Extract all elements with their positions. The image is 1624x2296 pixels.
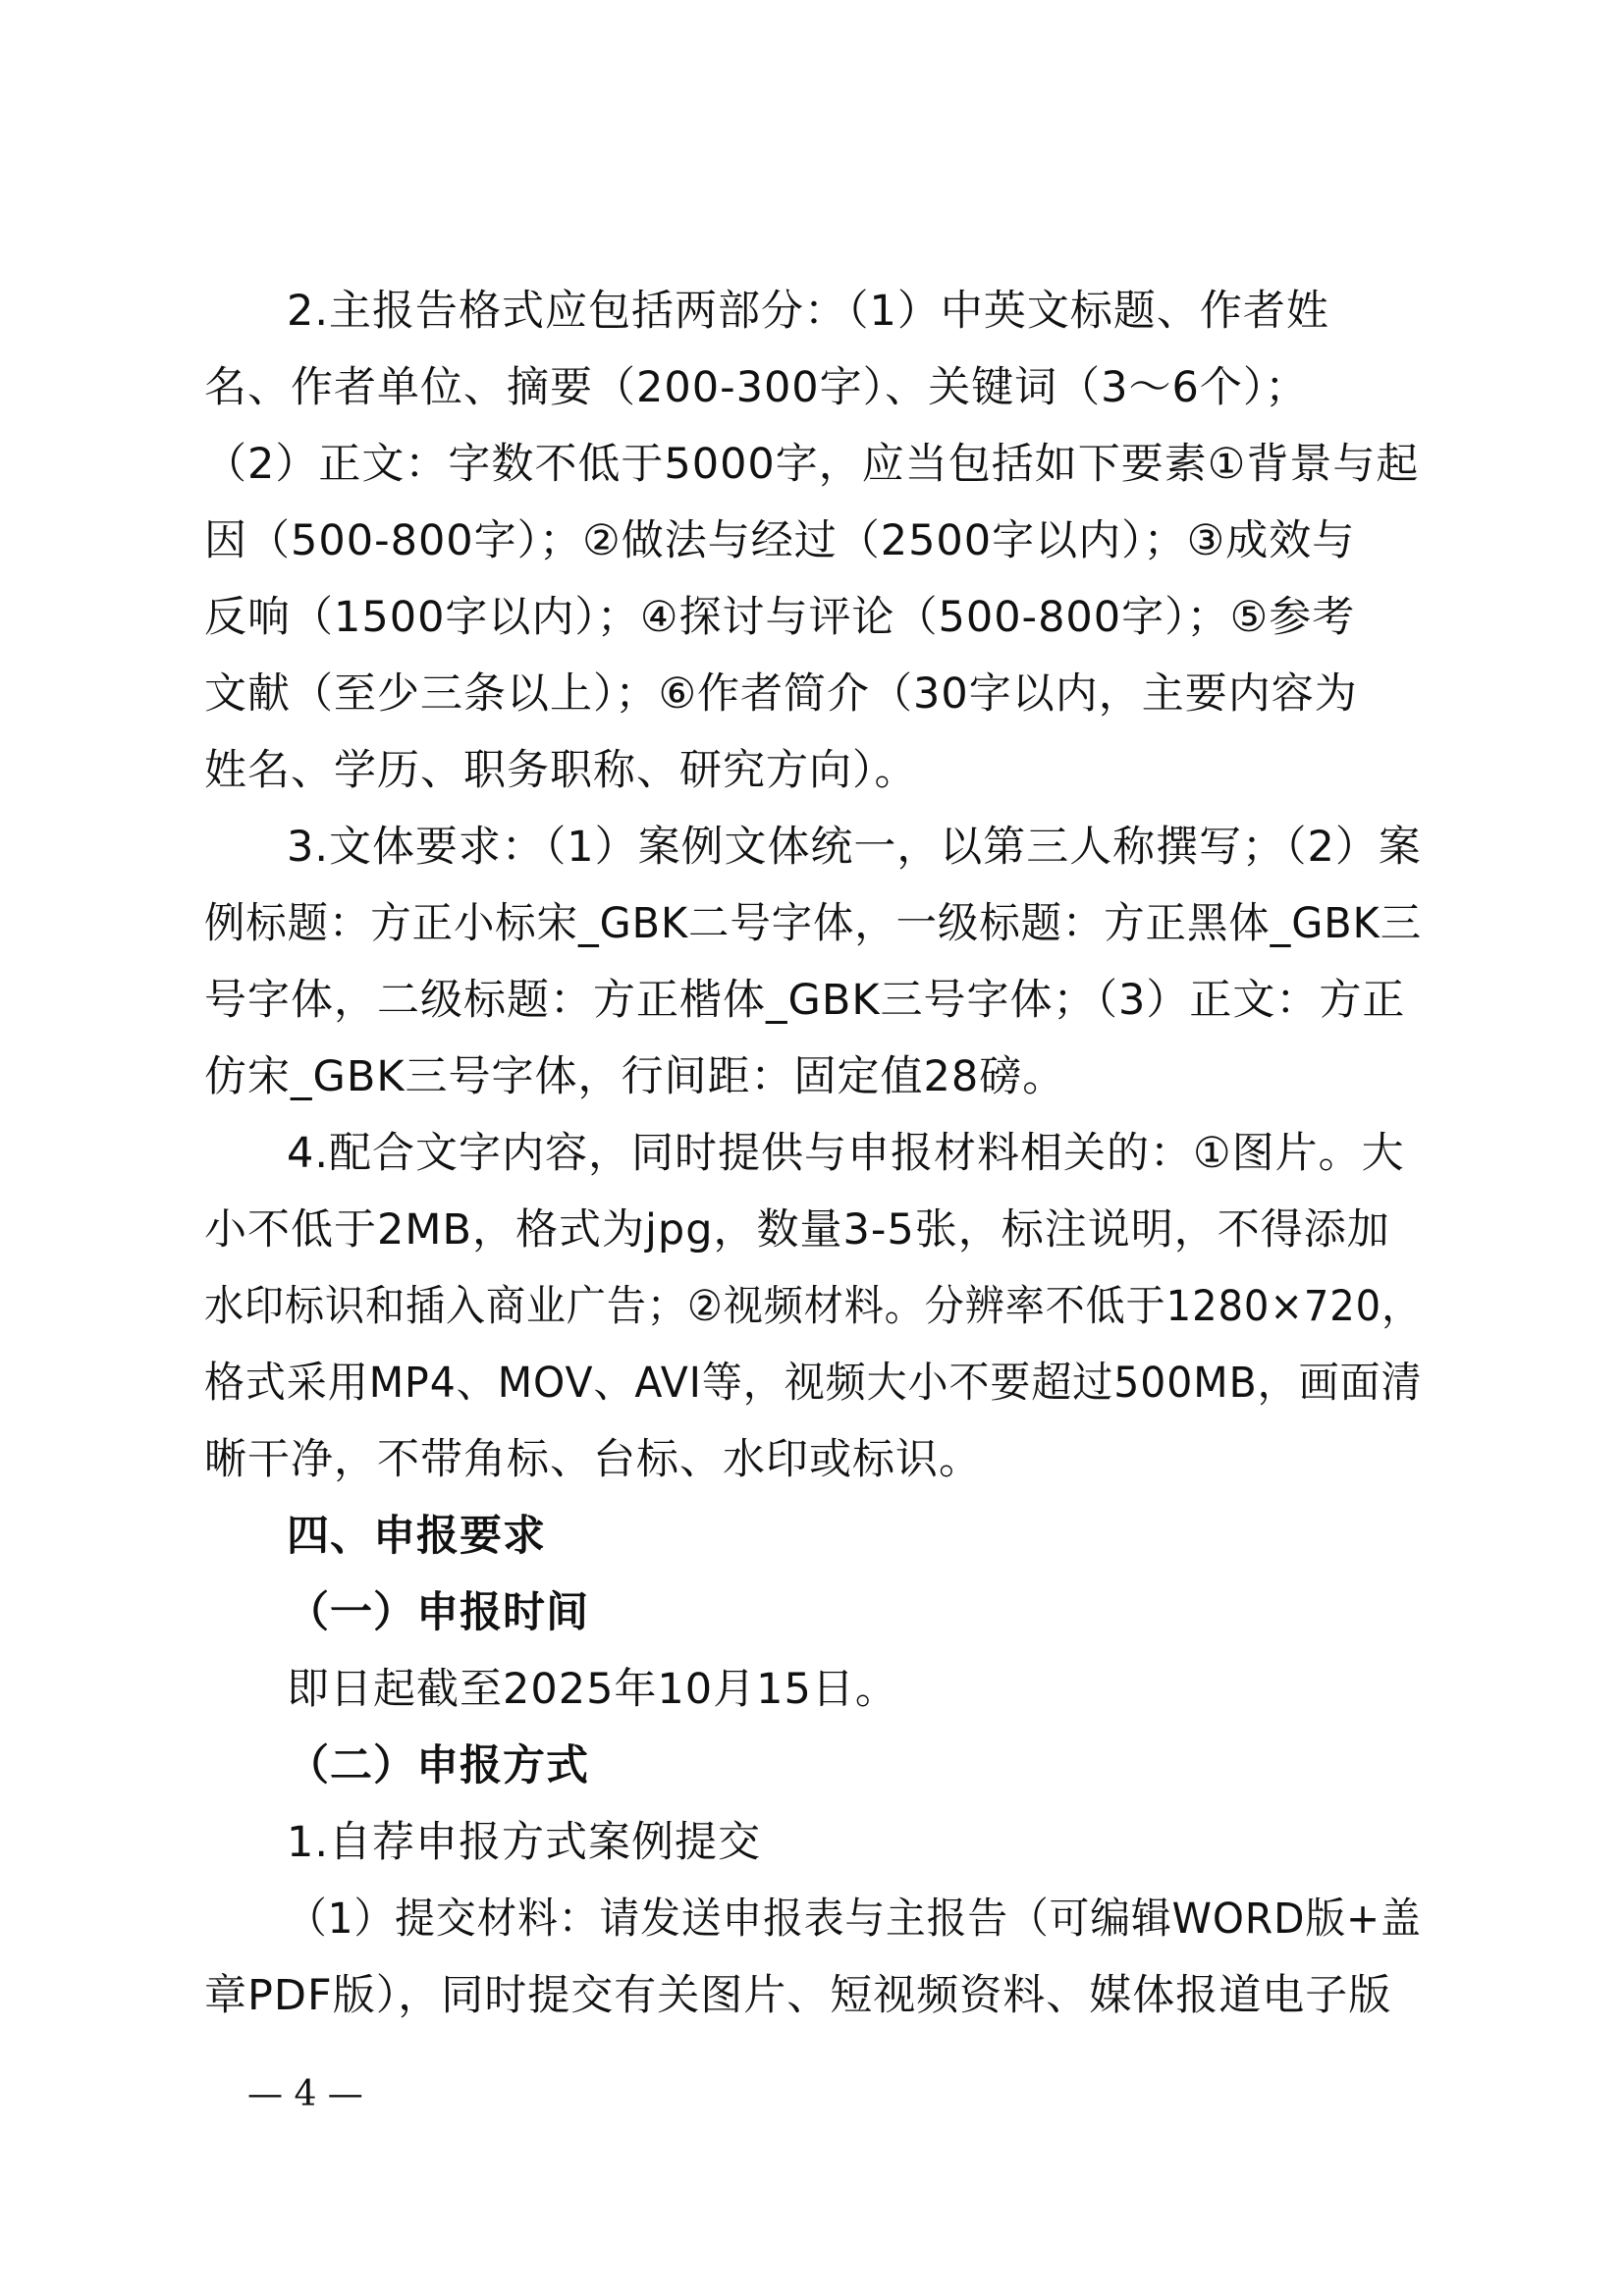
paragraph-line: 晰干净，不带角标、台标、水印或标识。 xyxy=(204,1435,982,1484)
section-heading: 四、申报要求 xyxy=(287,1512,546,1561)
paragraph-line: 例标题：方正小标宋_GBK二号字体，一级标题：方正黑体_GBK三 xyxy=(204,899,1423,948)
paragraph-line: （1）提交材料：请发送申报表与主报告（可编辑WORD版+盖 xyxy=(287,1895,1422,1944)
paragraph-line: 2.主报告格式应包括两部分：（1）中英文标题、作者姓 xyxy=(287,287,1329,336)
paragraph-line: 反响（1500字以内）；④探讨与评论（500-800字）；⑤参考 xyxy=(204,593,1356,642)
paragraph-line: 即日起截至2025年10月15日。 xyxy=(287,1665,898,1714)
paragraph-line: 名、作者单位、摘要（200-300字）、关键词（3～6个）； xyxy=(204,363,1309,412)
paragraph-line: 仿宋_GBK三号字体，行间距：固定值28磅。 xyxy=(204,1052,1066,1101)
paragraph-line: 因（500-800字）；②做法与经过（2500字以内）；③成效与 xyxy=(204,516,1356,565)
paragraph-line: 1.自荐申报方式案例提交 xyxy=(287,1818,762,1867)
paragraph-line: 文献（至少三条以上）；⑥作者简介（30字以内，主要内容为 xyxy=(204,669,1358,719)
paragraph-line: 号字体，二级标题：方正楷体_GBK三号字体；（3）正文：方正 xyxy=(204,976,1406,1025)
paragraph-line: 水印标识和插入商业广告；②视频材料。分辨率不低于1280×720， xyxy=(204,1282,1423,1331)
subsection-heading: （二）申报方式 xyxy=(287,1741,589,1790)
paragraph-line: 姓名、学历、职务职称、研究方向）。 xyxy=(204,746,918,795)
paragraph-line: 章PDF版），同时提交有关图片、短视频资料、媒体报道电子版 xyxy=(204,1971,1392,2020)
page-number: — 4 — xyxy=(247,2074,363,2114)
paragraph-line: 3.文体要求：（1）案例文体统一，以第三人称撰写；（2）案 xyxy=(287,823,1422,872)
paragraph-line: 小不低于2MB，格式为jpg，数量3-5张，标注说明，不得添加 xyxy=(204,1205,1390,1255)
subsection-heading: （一）申报时间 xyxy=(287,1588,589,1637)
paragraph-line: 4.配合文字内容，同时提供与申报材料相关的：①图片。大 xyxy=(287,1129,1405,1178)
paragraph-line: 格式采用MP4、MOV、AVI等，视频大小不要超过500MB，画面清 xyxy=(204,1359,1423,1408)
paragraph-line: （2）正文：字数不低于5000字，应当包括如下要素①背景与起 xyxy=(204,440,1420,489)
